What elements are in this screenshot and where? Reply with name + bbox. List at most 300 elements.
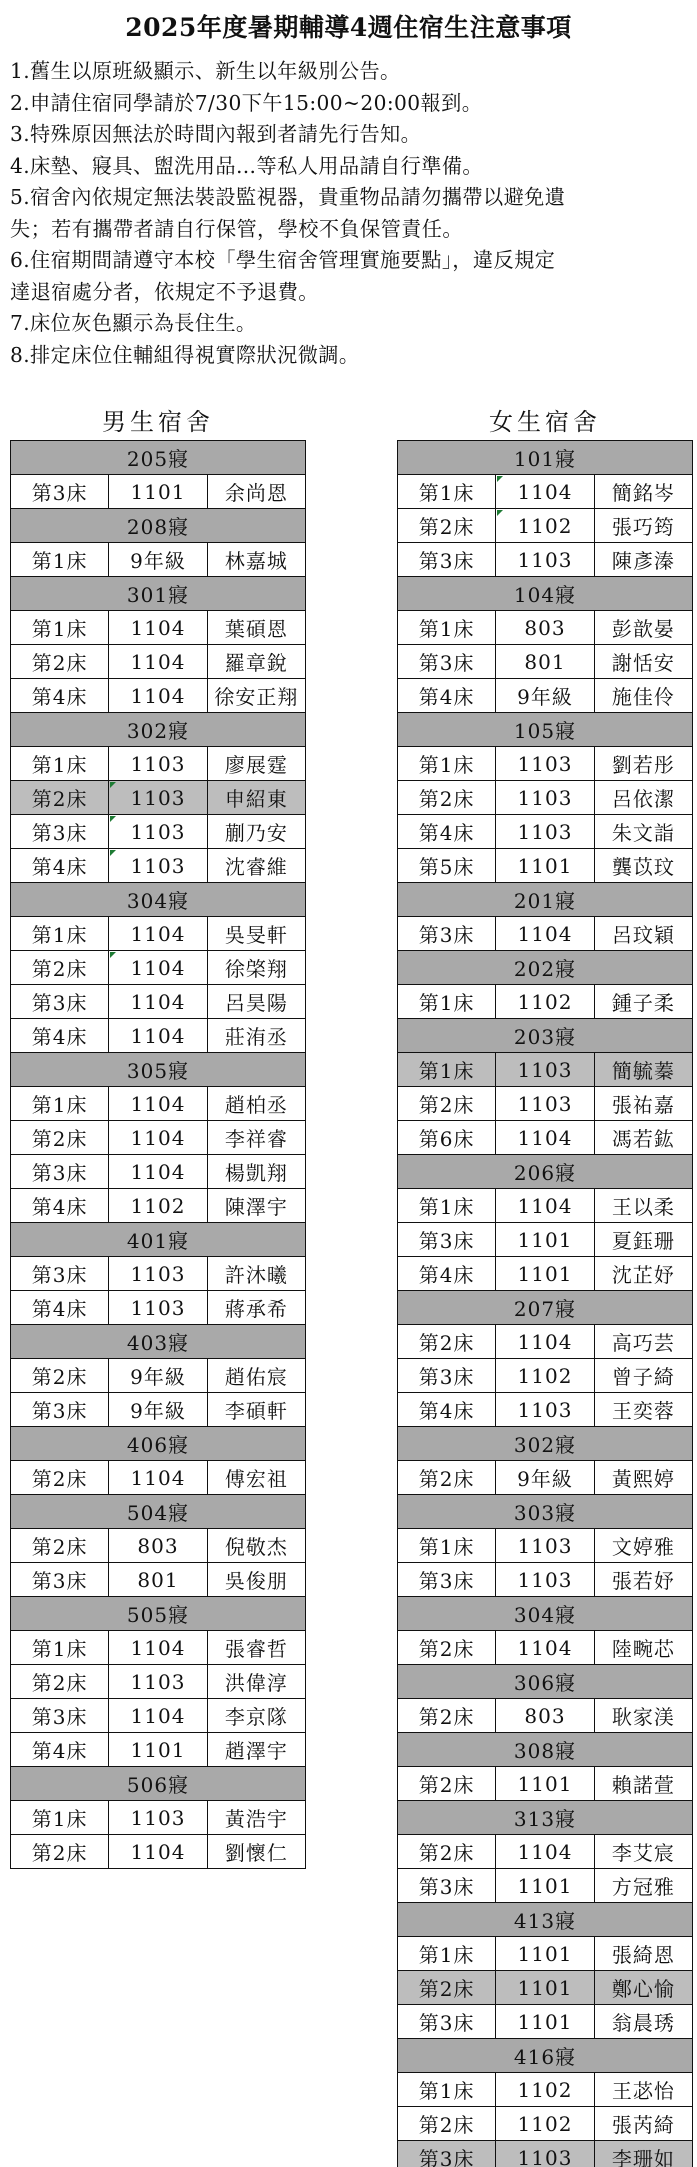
class-cell: 9年級 — [109, 1393, 207, 1427]
room-number: 207寢 — [398, 1291, 693, 1325]
bed-number-cell: 第2床 — [398, 1699, 496, 1733]
bed-number-cell: 第1床 — [398, 1937, 496, 1971]
student-name-cell: 馮若鈜 — [594, 1121, 692, 1155]
bed-row — [398, 1257, 693, 1291]
notice-line: 1.舊生以原班級顯示、新生以年級別公告。 — [10, 59, 401, 83]
bed-number-cell: 第2床 — [398, 781, 496, 815]
student-name-cell: 趙柏丞 — [207, 1087, 305, 1121]
bed-row — [11, 1563, 306, 1597]
class-cell: 1103 — [496, 781, 594, 815]
room-header-row — [398, 2039, 693, 2073]
student-name-cell: 吳旻軒 — [207, 917, 305, 951]
student-name-cell: 李珊如 — [594, 2141, 692, 2167]
student-name-cell: 朱文詣 — [594, 815, 692, 849]
bed-row — [11, 1631, 306, 1665]
bed-row — [398, 815, 693, 849]
bed-number-cell: 第1床 — [11, 1087, 109, 1121]
room-number: 203寢 — [398, 1019, 693, 1053]
room-number: 105寢 — [398, 713, 693, 747]
bed-number-cell: 第3床 — [398, 917, 496, 951]
student-name-cell: 呂昊陽 — [207, 985, 305, 1019]
bed-row — [398, 1461, 693, 1495]
bed-number-cell: 第2床 — [11, 781, 109, 815]
class-cell: 1103 — [496, 1087, 594, 1121]
bed-number-cell: 第3床 — [11, 985, 109, 1019]
bed-number-cell: 第3床 — [398, 2141, 496, 2167]
bed-number-cell: 第2床 — [11, 1665, 109, 1699]
bed-row — [11, 815, 306, 849]
class-cell: 1103 — [109, 1665, 207, 1699]
class-cell: 1104 — [109, 951, 207, 985]
notice-line: 5.宿舍內依規定無法裝設監視器，貴重物品請勿攜帶以避免遺 — [10, 185, 566, 209]
room-header-row — [398, 713, 693, 747]
room-number: 101寢 — [398, 441, 693, 475]
room-header-row — [11, 1325, 306, 1359]
bed-row — [398, 1053, 693, 1087]
female-dorm-section — [397, 402, 693, 2167]
class-cell: 1101 — [496, 1767, 594, 1801]
room-number: 304寢 — [398, 1597, 693, 1631]
room-number: 413寢 — [398, 1903, 693, 1937]
class-cell: 1104 — [109, 1699, 207, 1733]
bed-number-cell: 第2床 — [398, 1835, 496, 1869]
bed-row — [398, 1631, 693, 1665]
student-name-cell: 張巧筠 — [594, 509, 692, 543]
student-name-cell: 文婷雅 — [594, 1529, 692, 1563]
student-name-cell: 黃熙婷 — [594, 1461, 692, 1495]
bed-row — [11, 1121, 306, 1155]
student-name-cell: 沈芷妤 — [594, 1257, 692, 1291]
bed-row — [11, 849, 306, 883]
bed-row — [398, 1767, 693, 1801]
student-name-cell: 黃浩宇 — [207, 1801, 305, 1835]
bed-row — [11, 985, 306, 1019]
class-cell: 801 — [109, 1563, 207, 1597]
student-name-cell: 林嘉城 — [207, 543, 305, 577]
class-cell: 9年級 — [496, 1461, 594, 1495]
bed-row — [398, 849, 693, 883]
bed-row — [11, 679, 306, 713]
bed-row — [11, 1291, 306, 1325]
bed-row — [398, 1971, 693, 2005]
bed-number-cell: 第4床 — [398, 815, 496, 849]
class-cell: 1101 — [496, 849, 594, 883]
room-header-row — [398, 1665, 693, 1699]
student-name-cell: 王以柔 — [594, 1189, 692, 1223]
bed-number-cell: 第1床 — [398, 1189, 496, 1223]
room-number: 504寢 — [11, 1495, 306, 1529]
class-cell: 1103 — [496, 2141, 594, 2167]
bed-number-cell: 第1床 — [398, 611, 496, 645]
student-name-cell: 許沐曦 — [207, 1257, 305, 1291]
bed-row — [11, 1461, 306, 1495]
class-cell: 1103 — [109, 1257, 207, 1291]
bed-number-cell: 第2床 — [398, 1631, 496, 1665]
bed-row — [398, 747, 693, 781]
student-name-cell: 高巧芸 — [594, 1325, 692, 1359]
room-number: 104寢 — [398, 577, 693, 611]
notice-line: 6.住宿期間請遵守本校「學生宿舍管理實施要點」，違反規定 — [10, 248, 556, 272]
bed-row — [11, 1733, 306, 1767]
class-cell: 1104 — [109, 985, 207, 1019]
student-name-cell: 沈睿維 — [207, 849, 305, 883]
bed-row — [11, 1359, 306, 1393]
student-name-cell: 李艾宸 — [594, 1835, 692, 1869]
class-cell: 1104 — [109, 1835, 207, 1869]
class-cell: 1104 — [109, 679, 207, 713]
male-dorm-heading: 男生宿舍 — [102, 408, 214, 436]
room-number: 401寢 — [11, 1223, 306, 1257]
room-header-row — [11, 577, 306, 611]
class-cell: 9年級 — [496, 679, 594, 713]
room-number: 303寢 — [398, 1495, 693, 1529]
student-name-cell: 王苾怡 — [594, 2073, 692, 2107]
room-number: 305寢 — [11, 1053, 306, 1087]
bed-number-cell: 第4床 — [11, 1291, 109, 1325]
class-cell: 1104 — [496, 1325, 594, 1359]
bed-number-cell: 第3床 — [11, 475, 109, 509]
student-name-cell: 申紹東 — [207, 781, 305, 815]
bed-row — [11, 1529, 306, 1563]
bed-row — [398, 1087, 693, 1121]
bed-number-cell: 第2床 — [11, 645, 109, 679]
female-dorm-heading: 女生宿舍 — [489, 408, 601, 436]
room-header-row — [398, 1903, 693, 1937]
bed-row — [398, 1189, 693, 1223]
class-cell: 1102 — [496, 2073, 594, 2107]
bed-number-cell: 第2床 — [11, 1359, 109, 1393]
bed-number-cell: 第3床 — [398, 543, 496, 577]
class-cell: 1102 — [496, 2107, 594, 2141]
class-cell: 1104 — [109, 611, 207, 645]
bed-number-cell: 第3床 — [398, 1563, 496, 1597]
bed-number-cell: 第4床 — [398, 1257, 496, 1291]
bed-row — [11, 781, 306, 815]
room-number: 302寢 — [398, 1427, 693, 1461]
male-dorm-table — [10, 440, 306, 1869]
bed-number-cell: 第3床 — [11, 1699, 109, 1733]
class-cell: 803 — [496, 611, 594, 645]
room-header-row — [398, 883, 693, 917]
student-name-cell: 呂依潔 — [594, 781, 692, 815]
student-name-cell: 余尚恩 — [207, 475, 305, 509]
bed-row — [398, 509, 693, 543]
page-title: 2025年度暑期輔導4週住宿生注意事項 — [125, 13, 572, 42]
class-cell: 803 — [496, 1699, 594, 1733]
bed-number-cell: 第2床 — [11, 951, 109, 985]
student-name-cell: 劉懷仁 — [207, 1835, 305, 1869]
room-number: 403寢 — [11, 1325, 306, 1359]
bed-number-cell: 第3床 — [11, 1155, 109, 1189]
room-header-row — [398, 1733, 693, 1767]
notice-line: 4.床墊、寢具、盥洗用品…等私人用品請自行準備。 — [10, 153, 483, 178]
female-dorm-table — [397, 440, 693, 2167]
room-number: 313寢 — [398, 1801, 693, 1835]
student-name-cell: 陳澤宇 — [207, 1189, 305, 1223]
bed-number-cell: 第1床 — [11, 611, 109, 645]
room-number: 416寢 — [398, 2039, 693, 2073]
bed-number-cell: 第1床 — [11, 917, 109, 951]
bed-row — [398, 1529, 693, 1563]
student-name-cell: 方冠雅 — [594, 1869, 692, 1903]
bed-number-cell: 第1床 — [398, 475, 496, 509]
bed-row — [398, 1121, 693, 1155]
room-number: 205寢 — [11, 441, 306, 475]
bed-number-cell: 第3床 — [398, 1223, 496, 1257]
class-cell: 1103 — [496, 1053, 594, 1087]
bed-number-cell: 第5床 — [398, 849, 496, 883]
class-cell: 1101 — [496, 1223, 594, 1257]
bed-number-cell: 第1床 — [398, 1529, 496, 1563]
student-name-cell: 莊洧丞 — [207, 1019, 305, 1053]
student-name-cell: 施佳伶 — [594, 679, 692, 713]
class-cell: 1104 — [109, 1087, 207, 1121]
bed-row — [11, 1665, 306, 1699]
student-name-cell: 鍾子柔 — [594, 985, 692, 1019]
student-name-cell: 曾子綺 — [594, 1359, 692, 1393]
room-header-row — [11, 509, 306, 543]
class-cell: 1102 — [496, 509, 594, 543]
bed-number-cell: 第4床 — [11, 1733, 109, 1767]
class-cell: 1104 — [109, 1019, 207, 1053]
room-header-row — [11, 1053, 306, 1087]
bed-row — [398, 1869, 693, 1903]
class-cell: 1103 — [109, 815, 207, 849]
bed-number-cell: 第2床 — [398, 509, 496, 543]
class-cell: 1103 — [496, 543, 594, 577]
bed-number-cell: 第6床 — [398, 1121, 496, 1155]
student-name-cell: 廖展霆 — [207, 747, 305, 781]
class-cell: 1104 — [109, 1631, 207, 1665]
student-name-cell: 趙佑宸 — [207, 1359, 305, 1393]
class-cell: 1104 — [496, 1835, 594, 1869]
class-cell: 1104 — [496, 1189, 594, 1223]
bed-number-cell: 第4床 — [11, 849, 109, 883]
bed-row — [398, 2073, 693, 2107]
room-number: 304寢 — [11, 883, 306, 917]
room-header-row — [398, 1801, 693, 1835]
room-header-row — [398, 1495, 693, 1529]
student-name-cell: 簡銘岑 — [594, 475, 692, 509]
student-name-cell: 倪敬杰 — [207, 1529, 305, 1563]
class-cell: 1101 — [496, 1869, 594, 1903]
bed-row — [398, 1393, 693, 1427]
male-dorm-section — [10, 402, 306, 1869]
bed-number-cell: 第1床 — [11, 543, 109, 577]
room-number: 306寢 — [398, 1665, 693, 1699]
bed-number-cell: 第1床 — [11, 1631, 109, 1665]
student-name-cell: 李碩軒 — [207, 1393, 305, 1427]
bed-number-cell: 第1床 — [398, 1053, 496, 1087]
class-cell: 1101 — [496, 1971, 594, 2005]
room-number: 406寢 — [11, 1427, 306, 1461]
student-name-cell: 簡毓蓁 — [594, 1053, 692, 1087]
bed-number-cell: 第1床 — [11, 747, 109, 781]
room-number: 202寢 — [398, 951, 693, 985]
student-name-cell: 鄭心愉 — [594, 1971, 692, 2005]
room-number: 505寢 — [11, 1597, 306, 1631]
bed-number-cell: 第1床 — [11, 1801, 109, 1835]
class-cell: 1101 — [496, 2005, 594, 2039]
notice-line: 7.床位灰色顯示為長住生。 — [10, 311, 257, 335]
class-cell: 1103 — [496, 815, 594, 849]
bed-row — [11, 1835, 306, 1869]
room-header-row — [11, 441, 306, 475]
student-name-cell: 蒯乃安 — [207, 815, 305, 849]
room-header-row — [398, 1291, 693, 1325]
class-cell: 1103 — [496, 1529, 594, 1563]
bed-number-cell: 第4床 — [11, 1189, 109, 1223]
room-header-row — [11, 1495, 306, 1529]
class-cell: 1103 — [109, 747, 207, 781]
room-header-row — [398, 577, 693, 611]
bed-row — [11, 1257, 306, 1291]
bed-row — [11, 543, 306, 577]
class-cell: 801 — [496, 645, 594, 679]
bed-number-cell: 第2床 — [398, 1461, 496, 1495]
student-name-cell: 羅章銳 — [207, 645, 305, 679]
class-cell: 1103 — [496, 1393, 594, 1427]
bed-number-cell: 第4床 — [398, 679, 496, 713]
class-cell: 1104 — [496, 917, 594, 951]
class-cell: 803 — [109, 1529, 207, 1563]
room-number: 302寢 — [11, 713, 306, 747]
room-header-row — [398, 1019, 693, 1053]
room-number: 301寢 — [11, 577, 306, 611]
bed-number-cell: 第2床 — [398, 1325, 496, 1359]
class-cell: 1104 — [109, 1121, 207, 1155]
room-header-row — [398, 1155, 693, 1189]
bed-row — [398, 1699, 693, 1733]
student-name-cell: 張祐嘉 — [594, 1087, 692, 1121]
room-header-row — [398, 951, 693, 985]
bed-row — [398, 2005, 693, 2039]
bed-row — [398, 543, 693, 577]
bed-row — [398, 1937, 693, 1971]
room-header-row — [11, 883, 306, 917]
room-header-row — [11, 1597, 306, 1631]
bed-number-cell: 第3床 — [11, 1563, 109, 1597]
student-name-cell: 張睿哲 — [207, 1631, 305, 1665]
student-name-cell: 洪偉淳 — [207, 1665, 305, 1699]
notice-list — [10, 56, 690, 371]
student-name-cell: 楊凱翔 — [207, 1155, 305, 1189]
notice-line: 2.申請住宿同學請於7/30下午15:00~20:00報到。 — [10, 90, 483, 115]
room-header-row — [11, 1767, 306, 1801]
bed-row — [398, 917, 693, 951]
student-name-cell: 徐棨翔 — [207, 951, 305, 985]
notice-line: 達退宿處分者，依規定不予退費。 — [10, 279, 319, 304]
bed-number-cell: 第2床 — [398, 2107, 496, 2141]
bed-row — [11, 917, 306, 951]
student-name-cell: 張綺恩 — [594, 1937, 692, 1971]
bed-row — [398, 2107, 693, 2141]
student-name-cell: 葉碩恩 — [207, 611, 305, 645]
bed-number-cell: 第2床 — [11, 1835, 109, 1869]
bed-number-cell: 第1床 — [398, 985, 496, 1019]
student-name-cell: 李京隊 — [207, 1699, 305, 1733]
bed-row — [11, 1189, 306, 1223]
bed-number-cell: 第3床 — [11, 1257, 109, 1291]
bed-row — [11, 611, 306, 645]
student-name-cell: 李祥睿 — [207, 1121, 305, 1155]
bed-row — [11, 747, 306, 781]
student-name-cell: 蔣承希 — [207, 1291, 305, 1325]
student-name-cell: 張芮綺 — [594, 2107, 692, 2141]
class-cell: 1103 — [109, 781, 207, 815]
bed-number-cell: 第3床 — [11, 815, 109, 849]
bed-row — [398, 475, 693, 509]
class-cell: 1104 — [109, 917, 207, 951]
bed-row — [398, 2141, 693, 2167]
bed-number-cell: 第3床 — [398, 2005, 496, 2039]
bed-row — [398, 679, 693, 713]
bed-number-cell: 第2床 — [11, 1121, 109, 1155]
bed-number-cell: 第4床 — [398, 1393, 496, 1427]
student-name-cell: 呂玟穎 — [594, 917, 692, 951]
class-cell: 1102 — [109, 1189, 207, 1223]
student-name-cell: 彭歆晏 — [594, 611, 692, 645]
class-cell: 1103 — [496, 1563, 594, 1597]
room-number: 208寢 — [11, 509, 306, 543]
bed-row — [11, 1019, 306, 1053]
bed-number-cell: 第3床 — [11, 1393, 109, 1427]
student-name-cell: 王奕蓉 — [594, 1393, 692, 1427]
room-header-row — [398, 441, 693, 475]
class-cell: 9年級 — [109, 1359, 207, 1393]
class-cell: 1101 — [496, 1257, 594, 1291]
room-number: 308寢 — [398, 1733, 693, 1767]
bed-row — [398, 1563, 693, 1597]
student-name-cell: 龔苡玟 — [594, 849, 692, 883]
bed-number-cell: 第2床 — [11, 1461, 109, 1495]
room-header-row — [398, 1427, 693, 1461]
class-cell: 1104 — [109, 1155, 207, 1189]
student-name-cell: 吳俊朋 — [207, 1563, 305, 1597]
class-cell: 1103 — [109, 1801, 207, 1835]
bed-number-cell: 第2床 — [11, 1529, 109, 1563]
class-cell: 1103 — [496, 747, 594, 781]
bed-number-cell: 第2床 — [398, 1971, 496, 2005]
bed-row — [11, 951, 306, 985]
bed-row — [398, 1325, 693, 1359]
bed-number-cell: 第3床 — [398, 645, 496, 679]
bed-row — [398, 645, 693, 679]
class-cell: 9年級 — [109, 543, 207, 577]
bed-row — [398, 1223, 693, 1257]
student-name-cell: 謝恬安 — [594, 645, 692, 679]
class-cell: 1101 — [109, 475, 207, 509]
room-number: 506寢 — [11, 1767, 306, 1801]
notice-line: 失；若有攜帶者請自行保管，學校不負保管責任。 — [10, 216, 463, 241]
room-header-row — [11, 1427, 306, 1461]
bed-number-cell: 第3床 — [398, 1869, 496, 1903]
student-name-cell: 耿家渼 — [594, 1699, 692, 1733]
bed-number-cell: 第3床 — [398, 1359, 496, 1393]
bed-number-cell: 第2床 — [398, 1767, 496, 1801]
room-number: 201寢 — [398, 883, 693, 917]
bed-number-cell: 第4床 — [11, 1019, 109, 1053]
bed-row — [11, 645, 306, 679]
student-name-cell: 張若妤 — [594, 1563, 692, 1597]
room-header-row — [11, 713, 306, 747]
notice-line: 8.排定床位住輔組得視實際狀況微調。 — [10, 342, 360, 367]
class-cell: 1101 — [109, 1733, 207, 1767]
room-header-row — [11, 1223, 306, 1257]
notice-line: 3.特殊原因無法於時間內報到者請先行告知。 — [10, 122, 422, 146]
student-name-cell: 夏鈺珊 — [594, 1223, 692, 1257]
bed-number-cell: 第2床 — [398, 1087, 496, 1121]
